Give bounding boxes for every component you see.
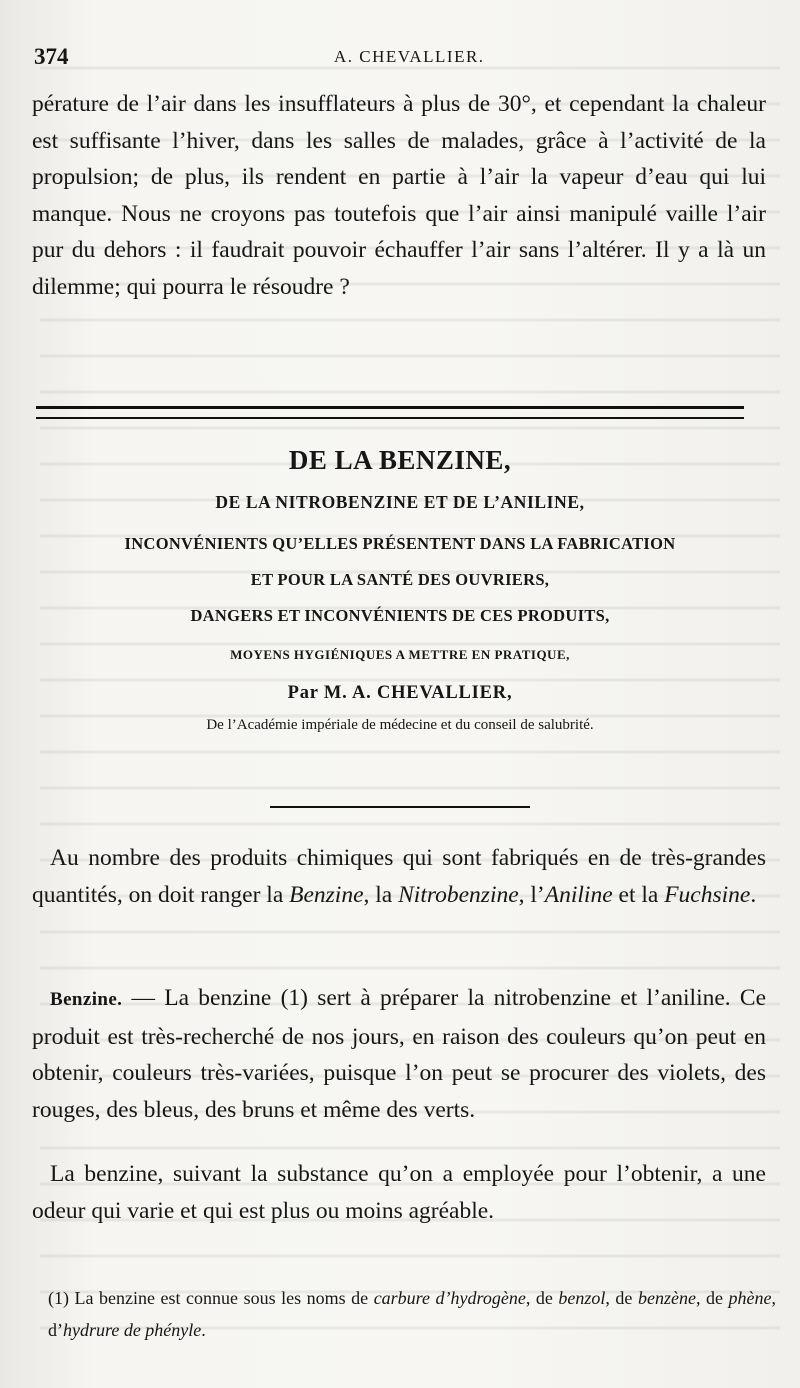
article-subtitle-4: DANGERS ET INCONVÉNIENTS DE CES PRODUITS, — [190, 606, 610, 625]
continued-paragraph — [32, 86, 766, 305]
intro-text-4: et la — [612, 881, 665, 908]
footnote-text-4: , de — [695, 1288, 729, 1308]
article-author: Par M. A. CHEVALLIER, — [287, 683, 513, 703]
section-double-rule — [36, 406, 744, 419]
footnote-term-2: benzol — [558, 1288, 606, 1308]
footnote-text-2: , de — [525, 1288, 559, 1308]
continued-paragraph-text: pérature de l’air dans les insufflateurs à plus de 30°, et cependant la chaleur est suffisante l’hiver, dans les salles de malades, grâce à l’activité de la propulsion; de plus, ils rendent en partie à l’air la vapeur d’eau qui lui manque. Nous ne croyons pas toutefois que l’air ainsi manipulé vaille l’air pur du dehors : il faudrait pouvoir échauffer l’air sans l’altérer. Il y a là un dilemme; qui pourra le résoudre ? — [32, 91, 766, 300]
footnote-text-3: , de — [605, 1288, 638, 1308]
term-nitrobenzine: Nitrobenzine — [398, 881, 519, 908]
footnote — [48, 1282, 776, 1346]
benzine-paragraph — [32, 980, 766, 1128]
page-number: 374 — [34, 44, 69, 69]
intro-text-2: , la — [363, 881, 399, 908]
page-header — [34, 44, 764, 74]
footnote-term-1: carbure d’hydrogène — [373, 1288, 526, 1308]
footnote-text-1: (1) La benzine est connue sous les noms de — [48, 1288, 374, 1308]
intro-text-3: , l’ — [518, 881, 545, 908]
footnote-term-5: hydrure de phényle — [63, 1320, 202, 1340]
article-subtitle-1: DE LA NITROBENZINE ET DE L’ANILINE, — [215, 492, 585, 512]
term-fuchsine: Fuchsine — [664, 881, 751, 908]
running-title: A. CHEVALLIER. — [334, 47, 485, 66]
article-subtitle-3: ET POUR LA SANTÉ DES OUVRIERS, — [250, 570, 550, 589]
odor-paragraph — [32, 1156, 766, 1229]
intro-paragraph-text — [32, 840, 766, 913]
footnote-term-3: benzène — [637, 1288, 696, 1308]
article-heading — [30, 438, 770, 740]
heading-separator-rule — [270, 806, 530, 808]
intro-paragraph — [32, 840, 766, 913]
article-subtitle-2: INCONVÉNIENTS QU’ELLES PRÉSENTENT DANS LA FABRICATION — [124, 534, 676, 553]
footnote-text-6: . — [201, 1320, 206, 1340]
benzine-text: — La benzine (1) sert à préparer la nitrobenzine et l’aniline. Ce produit est très-recherché de nos jours, en raison des couleurs qu’on peut en obtenir, couleurs très-variées, puisque l’on peut se procurer des violets, des rouges, des bleus, des bruns et même des verts. — [32, 985, 766, 1123]
intro-text-1: Au nombre des produits chimiques qui sont fabriqués en de très-grandes quantités, on doit ranger la — [32, 845, 766, 908]
footnote-text — [48, 1282, 776, 1346]
odor-paragraph-text: La benzine, suivant la substance qu’on a employée pour l’obtenir, a une odeur qui varie et qui est plus ou moins agréable. — [32, 1161, 766, 1224]
intro-text-5: . — [750, 881, 757, 908]
article-subtitle-5: MOYENS HYGIÉNIQUES A METTRE EN PRATIQUE, — [230, 647, 570, 662]
author-affiliation: De l’Académie impériale de médecine et du conseil de salubrité. — [206, 717, 594, 733]
benzine-lead: Benzine. — [50, 989, 123, 1010]
term-aniline: Aniline — [544, 881, 613, 908]
footnote-text-5: , d’ — [48, 1288, 776, 1340]
term-benzine: Benzine — [289, 881, 364, 908]
benzine-paragraph-text — [32, 980, 766, 1128]
article-title: DE LA BENZINE, — [288, 445, 512, 475]
footnote-term-4: phène — [728, 1288, 772, 1308]
